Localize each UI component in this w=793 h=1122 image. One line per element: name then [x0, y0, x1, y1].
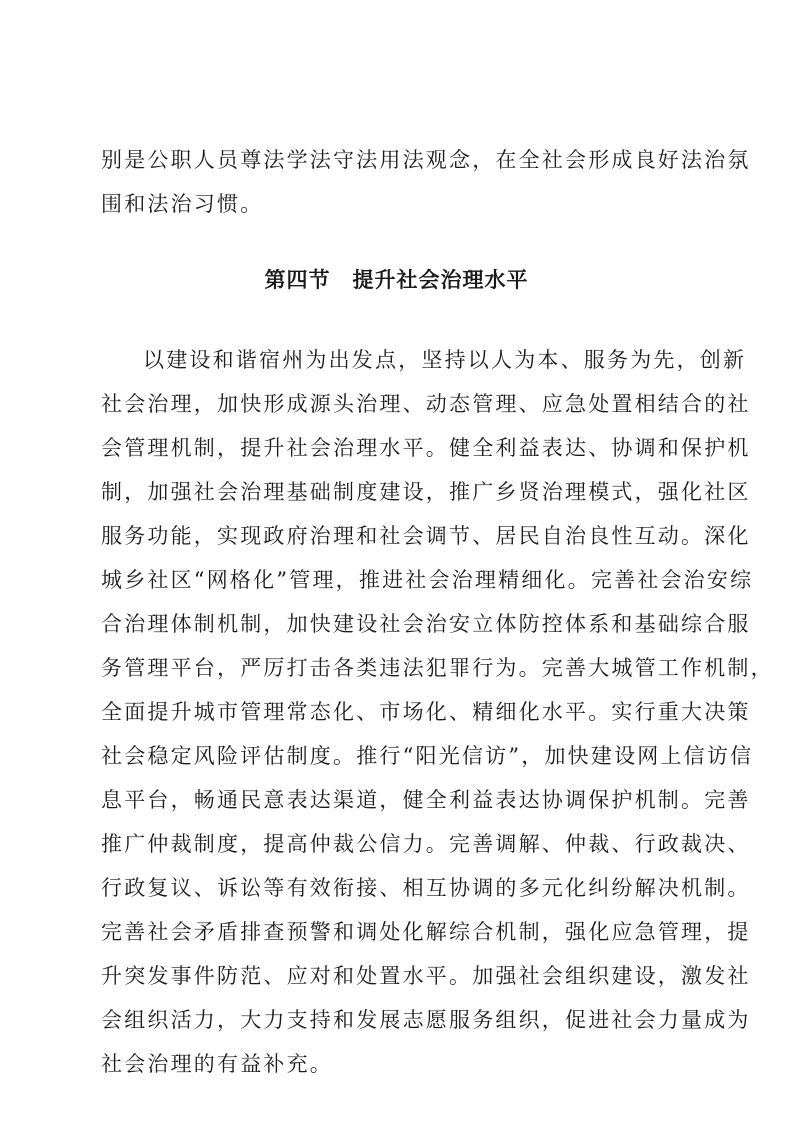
paragraph-line: 城乡社区“网格化”管理，推进社会治理精细化。完善社会治安综 — [101, 568, 754, 592]
paragraph-line: 务管理平台，严厉打击各类违法犯罪行为。完善大城管工作机制， — [101, 656, 774, 680]
paragraph-line: 全面提升城市管理常态化、市场化、精细化水平。实行重大决策 — [101, 700, 751, 724]
paragraph-line: 社会治理，加快形成源头治理、动态管理、应急处置相结合的社 — [101, 392, 751, 416]
intro-line-1: 别是公职人员尊法学法守法用法观念，在全社会形成良好法治氛 — [101, 148, 751, 172]
paragraph-line: 社会稳定风险评估制度。推行“阳光信访”，加快建设网上信访信 — [101, 744, 754, 768]
paragraph-line: 行政复议、诉讼等有效衔接、相互协调的多元化纠纷解决机制。 — [101, 876, 751, 900]
paragraph-line: 会管理机制，提升社会治理水平。健全利益表达、协调和保护机 — [101, 436, 751, 460]
paragraph-line: 升突发事件防范、应对和处置水平。加强社会组织建设，激发社 — [101, 964, 751, 988]
paragraph-line: 推广仲裁制度，提高仲裁公信力。完善调解、仲裁、行政裁决、 — [101, 832, 751, 856]
paragraph-line: 会组织活力，大力支持和发展志愿服务组织，促进社会力量成为 — [101, 1008, 751, 1032]
paragraph-line: 服务功能，实现政府治理和社会调节、居民自治良性互动。深化 — [101, 524, 751, 548]
paragraph-line: 以建设和谐宿州为出发点，坚持以人为本、服务为先，创新 — [143, 348, 747, 372]
paragraph-line: 社会治理的有益补充。 — [101, 1052, 333, 1076]
paragraph-line: 息平台，畅通民意表达渠道，健全利益表达协调保护机制。完善 — [101, 788, 751, 812]
paragraph-line: 完善社会矛盾排查预警和调处化解综合机制，强化应急管理，提 — [101, 920, 751, 944]
section-title: 提升社会治理水平 — [352, 268, 529, 292]
paragraph-line: 制，加强社会治理基础制度建设，推广乡贤治理模式，强化社区 — [101, 480, 751, 504]
paragraph-line: 合治理体制机制，加快建设社会治安立体防控体系和基础综合服 — [101, 612, 751, 636]
intro-line-2: 围和法治习惯。 — [101, 192, 264, 216]
section-heading — [0, 266, 793, 294]
section-number: 第四节 — [264, 268, 331, 292]
